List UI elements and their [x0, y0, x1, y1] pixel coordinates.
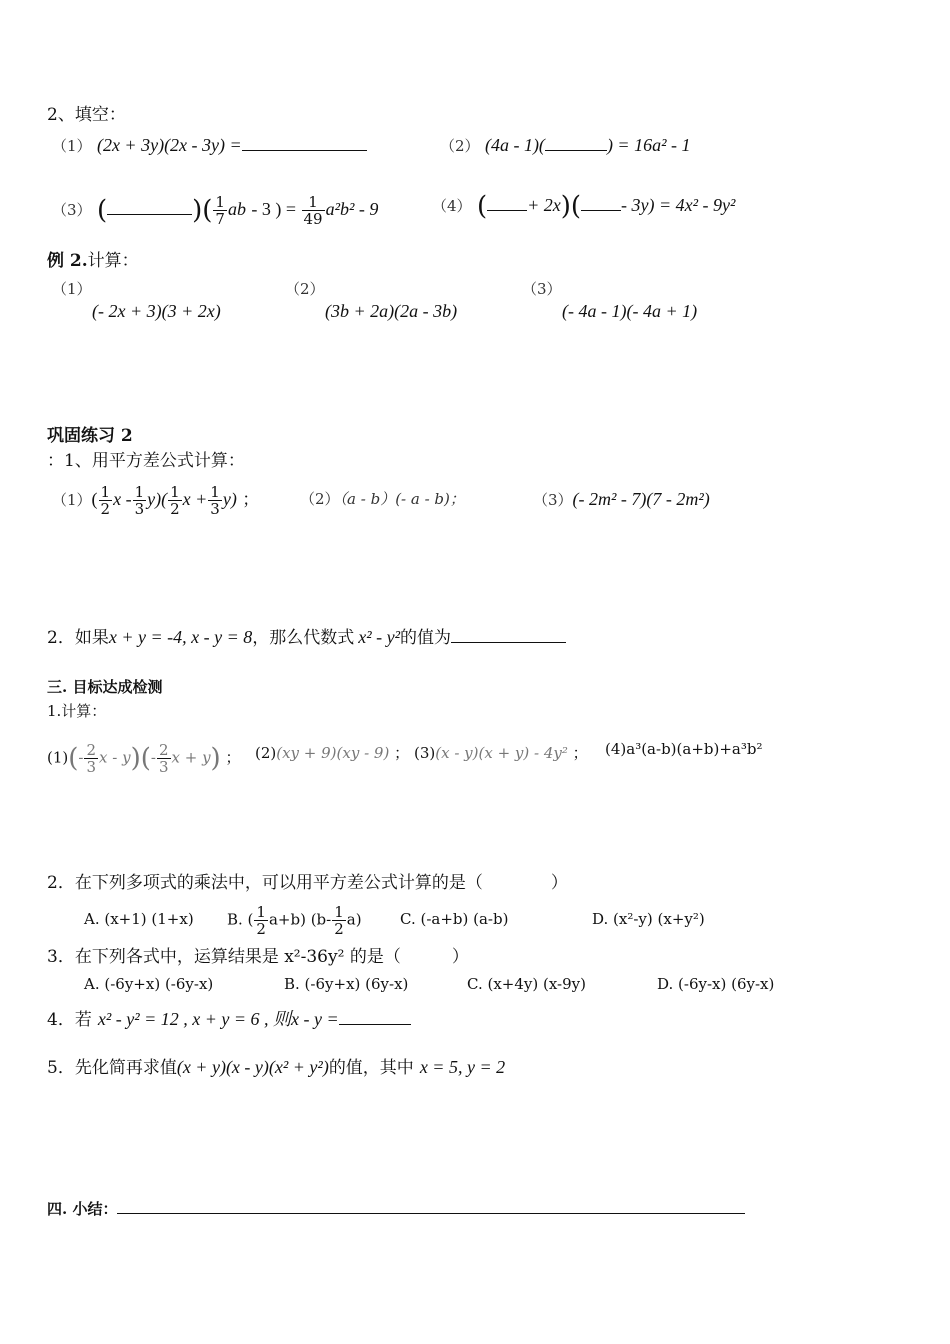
- answer-blank[interactable]: [107, 214, 192, 215]
- answer-blank[interactable]: [581, 210, 621, 211]
- practice2-title: 巩固练习 2: [47, 426, 133, 446]
- mc2-option-d[interactable]: D. (x²-y) (x+y²): [592, 910, 705, 928]
- section3-q4: (4)a³(a-b)(a+b)+a³b²: [605, 740, 763, 758]
- section3-title: 三. 目标达成检测: [47, 678, 163, 696]
- mc2-option-c[interactable]: C. (-a+b) (a-b): [400, 910, 509, 928]
- mc2-option-a[interactable]: A. (x+1) (1+x): [84, 910, 194, 928]
- section3-sub1: 1.计算：: [47, 702, 107, 720]
- summary-line: 四. 小结：: [47, 1198, 745, 1220]
- mc3-option-d[interactable]: D. (-6y-x) (6y-x): [657, 975, 775, 993]
- mc-question-2: 2．在下列多项式的乘法中，可以用平方差公式计算的是（ ）: [47, 873, 568, 893]
- answer-blank[interactable]: [545, 150, 607, 151]
- section3-q3: (3)(x - y)(x + y) - 4y² ；: [414, 744, 588, 762]
- fill-q4: （4） ( + 2x)( - 3y) = 4x² - 9y²: [432, 191, 736, 222]
- answer-blank[interactable]: [451, 642, 566, 643]
- section-title-fill-blank: 2、填空：: [47, 105, 126, 125]
- fill-q2: （2） (4a - 1)( ) = 16a² - 1: [440, 135, 691, 155]
- mc3-option-c[interactable]: C. (x+4y) (x-9y): [467, 975, 586, 993]
- section3-question-4: 4．若 x² - y² = 12 , x + y = 6 , 则x - y =: [47, 1008, 411, 1031]
- practice2-q4: 2．如果x + y = -4, x - y = 8，那么代数式 x² - y²的值为: [47, 626, 566, 649]
- section3-q2: (2)(xy + 9)(xy - 9) ；: [255, 744, 410, 762]
- practice2-q3: （3）(- 2m² - 7)(7 - 2m²): [533, 489, 710, 509]
- section3-question-5: 5．先化简再求值(x + y)(x - y)(x² + y²)的值，其中 x = 5, y = 2: [47, 1057, 506, 1078]
- example2-q3: （3） (- 4a - 1)(- 4a + 1): [522, 280, 698, 321]
- section3-q1: (1)(- $\frac{2}{3}$ x - y)(- $\frac{2}{3}$ x + y) ；: [47, 741, 241, 776]
- summary-input[interactable]: [117, 1213, 745, 1214]
- practice2-q1: （1）( $\frac{1}{2}$ x - $\frac{1}{3}$ y)( $\frac{1}{2}$ x + $\frac{1}{3}$ y) ；: [52, 483, 260, 518]
- mc3-option-b[interactable]: B. (-6y+x) (6y-x): [284, 975, 409, 993]
- mc2-option-b[interactable]: B. ( $\frac{1}{2}$ a+b) (b- $\frac{1}{2}$ a): [227, 903, 362, 938]
- practice2-q2: （2）（a - b）(- a - b)；: [300, 490, 465, 508]
- answer-blank[interactable]: [487, 210, 527, 211]
- practice2-sub1: ：1、用平方差公式计算：: [47, 451, 245, 471]
- fill-q3: （3） ( )( $\frac{1}{7}$ ab - 3 ) = $\frac{1}{49}$ a²b² - 9: [52, 193, 379, 228]
- mc3-option-a[interactable]: A. (-6y+x) (-6y-x): [84, 975, 214, 993]
- answer-blank[interactable]: [242, 150, 367, 151]
- example2-q1: （1） (- 2x + 3)(3 + 2x): [52, 280, 221, 321]
- answer-blank[interactable]: [339, 1024, 411, 1025]
- example2-q2: （2） (3b + 2a)(2a - 3b): [285, 280, 458, 321]
- mc-question-3: 3．在下列各式中，运算结果是 x²-36y² 的是（ ）: [47, 947, 469, 967]
- fill-q1: （1） (2x + 3y)(2x - 3y) =: [52, 134, 367, 157]
- example2-title: 例 2.计算：: [47, 251, 139, 271]
